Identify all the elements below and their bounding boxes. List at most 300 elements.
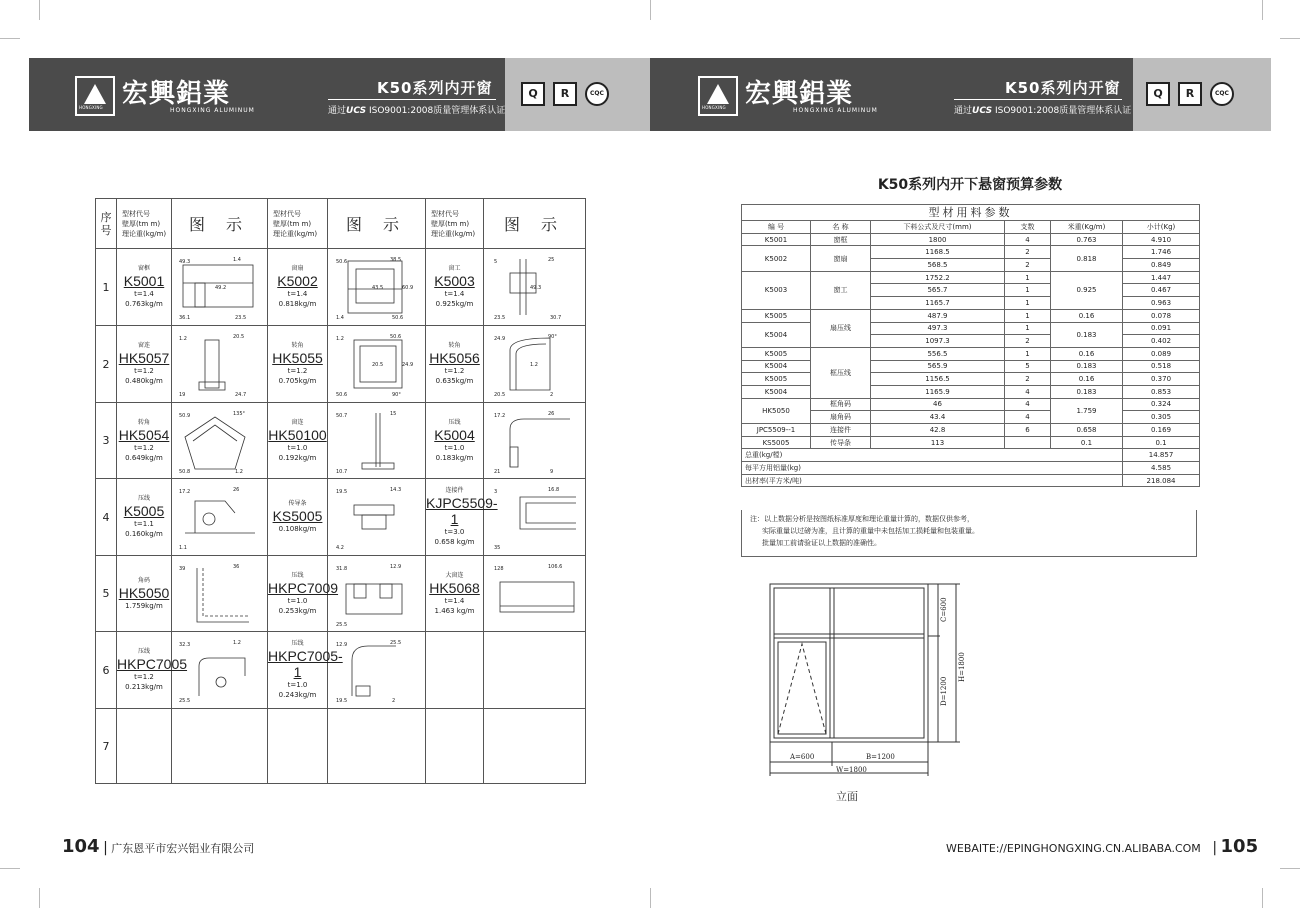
name-cell: 窗工 bbox=[811, 271, 871, 309]
profile-figure bbox=[328, 556, 426, 632]
length-cell: 1800 bbox=[871, 233, 1005, 246]
row-number: 4 bbox=[96, 479, 117, 556]
table-row bbox=[742, 424, 1200, 437]
dimension-label: 12.9 bbox=[389, 563, 401, 570]
code-cell: K5004 bbox=[742, 385, 811, 398]
dimension-label: 50.9 bbox=[178, 412, 190, 419]
dimension-label: 1.2 bbox=[178, 336, 187, 342]
subtotal-cell: 0.1 bbox=[1123, 436, 1200, 449]
length-cell: 565.9 bbox=[871, 360, 1005, 373]
note-line: 批量加工前请验证以上数据的准确性。 bbox=[762, 539, 881, 547]
brand-name: 宏興鋁業 bbox=[745, 79, 854, 109]
profile-thickness: t=1.4 bbox=[134, 290, 154, 298]
code-cell: K5003 bbox=[742, 271, 811, 309]
name-cell: 传导条 bbox=[811, 436, 871, 449]
subtotal-cell: 0.518 bbox=[1123, 360, 1200, 373]
crop-mark bbox=[650, 0, 651, 20]
logo-icon: HONGXING bbox=[75, 76, 115, 116]
crop-mark bbox=[0, 38, 20, 39]
dimension-label: 38.5 bbox=[389, 257, 401, 263]
dim-h: H=1800 bbox=[958, 652, 966, 682]
name-cell: 窗框 bbox=[811, 233, 871, 246]
name-cell: 窗扇 bbox=[811, 246, 871, 271]
dimension-label: 43.5 bbox=[371, 285, 383, 291]
code-cell: K5004 bbox=[742, 322, 811, 347]
cert-cqc-icon: CQC bbox=[585, 82, 609, 106]
count-cell: 4 bbox=[1005, 398, 1051, 411]
dimension-label: 1.4 bbox=[335, 315, 344, 321]
dimension-label: 24.9 bbox=[493, 336, 505, 342]
subtotal-cell: 0.324 bbox=[1123, 398, 1200, 411]
length-cell: 1752.2 bbox=[871, 271, 1005, 284]
page-number-right: 105 bbox=[1220, 836, 1259, 857]
profile-sketch bbox=[490, 483, 580, 551]
header-rule bbox=[328, 99, 496, 100]
dimension-label: 23.5 bbox=[493, 315, 505, 321]
profile-spec bbox=[117, 479, 172, 556]
profile-spec bbox=[117, 403, 172, 479]
length-cell: 1168.5 bbox=[871, 246, 1005, 259]
profile-name: 压线 bbox=[291, 571, 304, 579]
table-row bbox=[742, 347, 1200, 360]
name-cell: 框角码 bbox=[811, 398, 871, 411]
total-label: 出材率(平方米/吨) bbox=[742, 474, 1123, 487]
profile-sketch bbox=[490, 407, 580, 475]
dimension-label: 128 bbox=[493, 565, 504, 572]
calc-title: K50系列内开下悬窗预算参数 bbox=[877, 177, 1063, 193]
total-row bbox=[742, 474, 1200, 487]
profile-weight: 0.253kg/m bbox=[278, 606, 317, 615]
table-row bbox=[742, 373, 1200, 386]
dimension-label: 14.3 bbox=[389, 487, 401, 493]
subtotal-cell: 0.849 bbox=[1123, 259, 1200, 272]
profile-weight: 0.658 kg/m bbox=[434, 538, 475, 546]
dimension-label: 25.5 bbox=[178, 698, 190, 704]
profile-thickness: t=1.4 bbox=[444, 290, 465, 298]
profile-spec bbox=[268, 556, 339, 632]
unit-weight-cell: 0.16 bbox=[1051, 347, 1123, 360]
profile-code: K5002 bbox=[277, 273, 318, 289]
count-cell: 1 bbox=[1005, 284, 1051, 297]
dimension-label: 17.2 bbox=[178, 489, 190, 495]
row-number: 5 bbox=[96, 556, 117, 632]
subtotal-cell: 0.305 bbox=[1123, 411, 1200, 424]
total-value: 218.084 bbox=[1123, 474, 1200, 487]
dimension-label: 50.7 bbox=[335, 412, 347, 419]
profile-figure bbox=[328, 249, 426, 326]
dimension-label: 1.2 bbox=[234, 468, 243, 475]
dimension-label: 49.3 bbox=[178, 259, 190, 265]
header-rule bbox=[954, 99, 1122, 100]
iso-note: 通过UCS ISO9001:2008质量管理体系认证 bbox=[954, 106, 1132, 116]
dimension-label: 2 bbox=[549, 392, 553, 398]
table-row bbox=[96, 479, 586, 556]
dim-b: B=1200 bbox=[866, 753, 895, 761]
code-cell: HK5050 bbox=[742, 398, 811, 423]
profile-spec bbox=[426, 556, 484, 632]
profile-figure bbox=[484, 249, 586, 326]
table-row bbox=[742, 436, 1200, 449]
profile-spec bbox=[117, 326, 172, 403]
dimension-label: 1.2 bbox=[232, 640, 241, 646]
unit-weight-cell: 0.658 bbox=[1051, 424, 1123, 437]
profile-name: 转角 bbox=[448, 342, 461, 349]
profile-weight: 0.213kg/m bbox=[125, 683, 163, 691]
dimension-label: 32.3 bbox=[178, 642, 190, 648]
dim-w: W=1800 bbox=[836, 766, 867, 774]
length-cell: 497.3 bbox=[871, 322, 1005, 335]
unit-weight-cell: 0.763 bbox=[1051, 233, 1123, 246]
dimension-label: 50.8 bbox=[178, 468, 190, 475]
profile-weight: 0.635kg/m bbox=[435, 377, 474, 385]
dimension-label: 25 bbox=[547, 257, 554, 263]
profile-sketch bbox=[175, 253, 265, 321]
profile-name: 转角 bbox=[291, 342, 304, 349]
profile-code: HK5068 bbox=[429, 579, 480, 596]
row-number: 6 bbox=[96, 632, 117, 709]
profile-spec bbox=[426, 632, 484, 709]
company-name: 广东恩平市宏兴铝业有限公司 bbox=[111, 842, 255, 855]
profile-figure bbox=[172, 556, 268, 632]
page-title: K50系列内开窗 bbox=[1005, 79, 1121, 97]
brand-name-en: HONGXING ALUMINUM bbox=[793, 107, 878, 114]
length-cell: 568.5 bbox=[871, 259, 1005, 272]
profile-weight: 0.763kg/m bbox=[125, 300, 163, 308]
profile-name: 角码 bbox=[137, 576, 150, 584]
dimension-label: 106.6 bbox=[547, 563, 562, 570]
profile-table bbox=[95, 198, 586, 784]
profile-name: 窗框 bbox=[137, 265, 150, 272]
table-row bbox=[96, 632, 586, 709]
table-row bbox=[742, 271, 1200, 284]
crop-mark bbox=[1262, 888, 1263, 908]
dimension-label: 36 bbox=[232, 563, 239, 570]
calc-header-row bbox=[742, 221, 1200, 234]
footer-left: 104 | 广东恩平市宏兴铝业有限公司 bbox=[62, 836, 255, 857]
profile-sketch bbox=[332, 330, 422, 398]
profile-weight: 0.192kg/m bbox=[278, 453, 317, 462]
profile-name: 转角 bbox=[137, 418, 150, 426]
col-header: 支数 bbox=[1005, 221, 1051, 234]
dimension-label: 24.7 bbox=[234, 392, 246, 398]
elevation-drawing bbox=[760, 578, 975, 783]
dimension-label: 50.6 bbox=[335, 259, 347, 265]
profile-sketch bbox=[490, 330, 580, 398]
profile-figure bbox=[328, 632, 426, 709]
crop-mark bbox=[39, 0, 40, 20]
subtotal-cell: 0.169 bbox=[1123, 424, 1200, 437]
length-cell: 1156.5 bbox=[871, 373, 1005, 386]
profile-weight: 1.463 kg/m bbox=[434, 606, 475, 615]
seq-header: 序号 bbox=[96, 199, 117, 249]
profile-thickness: t=1.0 bbox=[287, 596, 308, 605]
subtotal-cell: 0.853 bbox=[1123, 385, 1200, 398]
profile-thickness: t=1.2 bbox=[134, 443, 154, 452]
profile-weight: 0.480kg/m bbox=[125, 377, 163, 385]
dimension-label: 15 bbox=[389, 410, 396, 417]
iso-note: 通过UCS ISO9001:2008质量管理体系认证 bbox=[328, 106, 506, 116]
count-cell: 2 bbox=[1005, 373, 1051, 386]
profile-spec bbox=[268, 249, 328, 326]
profile-figure bbox=[328, 709, 426, 784]
crop-mark bbox=[1280, 38, 1300, 39]
count-cell: 1 bbox=[1005, 322, 1051, 335]
dimension-label: 35 bbox=[493, 545, 500, 551]
profile-sketch bbox=[175, 560, 265, 628]
table-row bbox=[96, 403, 586, 479]
profile-spec bbox=[426, 249, 484, 326]
website-url: WEBAITE://EPINGHONGXING.CN.ALIBABA.COM bbox=[946, 842, 1201, 855]
name-cell: 框压线 bbox=[811, 347, 871, 398]
table-row bbox=[742, 246, 1200, 259]
length-cell: 556.5 bbox=[871, 347, 1005, 360]
profile-figure bbox=[484, 479, 586, 556]
subtotal-cell: 0.089 bbox=[1123, 347, 1200, 360]
page-title: K50系列内开窗 bbox=[377, 79, 493, 97]
table-row bbox=[96, 249, 586, 326]
code-header: 型材代号 壁厚(tm m) 理论重(kg/m) bbox=[426, 199, 484, 249]
table-row bbox=[742, 385, 1200, 398]
name-cell: 扇角码 bbox=[811, 411, 871, 424]
dimension-label: 12.9 bbox=[335, 642, 347, 648]
dimension-label: 19 bbox=[178, 392, 185, 398]
profile-weight: 0.649kg/m bbox=[125, 453, 163, 462]
unit-weight-cell: 0.925 bbox=[1051, 271, 1123, 309]
subtotal-cell: 0.467 bbox=[1123, 284, 1200, 297]
profile-code: HK50100 bbox=[268, 426, 327, 443]
unit-weight-cell: 0.16 bbox=[1051, 373, 1123, 386]
col-header: 编 号 bbox=[742, 221, 811, 234]
profile-weight: 0.160kg/m bbox=[125, 530, 163, 538]
unit-weight-cell: 0.183 bbox=[1051, 322, 1123, 347]
subtotal-cell: 0.402 bbox=[1123, 335, 1200, 348]
code-cell: K5001 bbox=[742, 233, 811, 246]
subtotal-cell: 1.447 bbox=[1123, 271, 1200, 284]
dimension-label: 25.5 bbox=[389, 640, 401, 646]
profile-code: HKPC7009 bbox=[268, 579, 339, 596]
total-row bbox=[742, 449, 1200, 462]
profile-code: K5003 bbox=[434, 273, 475, 289]
profile-figure bbox=[328, 403, 426, 479]
dimension-label: 50.6 bbox=[335, 392, 347, 398]
total-label: 总重(kg/樘) bbox=[742, 449, 1123, 462]
code-cell: JPC5509--1 bbox=[742, 424, 811, 437]
unit-weight-cell: 0.1 bbox=[1051, 436, 1123, 449]
profile-weight: 0.108kg/m bbox=[278, 525, 317, 533]
figure-header: 图 示 bbox=[172, 199, 268, 249]
figure-header: 图 示 bbox=[484, 199, 586, 249]
profile-figure bbox=[172, 249, 268, 326]
dimension-label: 1.2 bbox=[529, 362, 538, 368]
length-cell: 43.4 bbox=[871, 411, 1005, 424]
code-cell: K5005 bbox=[742, 347, 811, 360]
dimension-label: 10.7 bbox=[335, 468, 347, 475]
subtotal-cell: 4.910 bbox=[1123, 233, 1200, 246]
profile-spec bbox=[426, 403, 484, 479]
table-row bbox=[742, 411, 1200, 424]
profile-name: 传导条 bbox=[288, 500, 307, 507]
profile-thickness: t=3.0 bbox=[444, 528, 465, 536]
unit-weight-cell: 1.759 bbox=[1051, 398, 1123, 423]
profile-spec bbox=[268, 403, 328, 479]
col-header: 下料公式及尺寸(mm) bbox=[871, 221, 1005, 234]
figure-header: 图 示 bbox=[328, 199, 426, 249]
dimension-label: 20.5 bbox=[232, 334, 244, 340]
profile-name: 连接件 bbox=[445, 487, 464, 494]
cert-r-icon: R bbox=[1178, 82, 1202, 106]
dimension-label: 2 bbox=[391, 698, 395, 704]
count-cell: 1 bbox=[1005, 271, 1051, 284]
profile-name: 压线 bbox=[137, 648, 150, 655]
profile-spec bbox=[426, 709, 484, 784]
profile-code: HK5055 bbox=[272, 350, 323, 366]
profile-name: 大窗连 bbox=[445, 571, 464, 579]
subtotal-cell: 1.746 bbox=[1123, 246, 1200, 259]
profile-spec bbox=[117, 249, 172, 326]
table-row bbox=[742, 309, 1200, 322]
profile-thickness: t=1.0 bbox=[444, 443, 465, 452]
profile-figure bbox=[484, 326, 586, 403]
dimension-label: 19.5 bbox=[335, 489, 347, 495]
profile-spec bbox=[117, 709, 172, 784]
profile-sketch bbox=[332, 253, 422, 321]
count-cell: 1 bbox=[1005, 309, 1051, 322]
elevation-label: 立面 bbox=[836, 790, 858, 803]
profile-sketch bbox=[332, 407, 422, 475]
profile-code: HK5057 bbox=[118, 350, 170, 366]
table-row bbox=[96, 326, 586, 403]
profile-thickness: t=1.2 bbox=[134, 673, 154, 681]
profile-name: 窗连 bbox=[137, 342, 150, 349]
calc-caption: 型材用料参数 bbox=[742, 205, 1200, 221]
count-cell: 1 bbox=[1005, 297, 1051, 310]
col-header: 名 称 bbox=[811, 221, 871, 234]
dimension-label: 60.9 bbox=[401, 285, 413, 291]
profile-weight: 0.705kg/m bbox=[278, 377, 317, 385]
dimension-label: 26 bbox=[232, 487, 239, 493]
count-cell: 5 bbox=[1005, 360, 1051, 373]
profile-thickness: t=1.2 bbox=[287, 367, 308, 375]
table-row bbox=[742, 360, 1200, 373]
dimension-label: 1.1 bbox=[178, 545, 187, 551]
crop-mark bbox=[650, 888, 651, 908]
dimension-label: 3 bbox=[493, 489, 497, 495]
count-cell bbox=[1005, 436, 1051, 449]
profile-weight: 0.243kg/m bbox=[278, 691, 317, 699]
name-cell: 扇压线 bbox=[811, 309, 871, 347]
profile-thickness: t=1.2 bbox=[134, 367, 154, 375]
count-cell: 6 bbox=[1005, 424, 1051, 437]
profile-weight: 0.183kg/m bbox=[435, 453, 474, 462]
profile-sketch bbox=[490, 560, 580, 628]
code-cell: K5005 bbox=[742, 373, 811, 386]
dimension-label: 50.6 bbox=[389, 334, 401, 340]
code-cell: K5002 bbox=[742, 246, 811, 271]
cert-q-icon: Q bbox=[1146, 82, 1170, 106]
code-cell: K5004 bbox=[742, 360, 811, 373]
crop-mark bbox=[1280, 868, 1300, 869]
table-row bbox=[742, 398, 1200, 411]
dimension-label: 17.2 bbox=[493, 412, 505, 419]
code-cell: K5005 bbox=[742, 309, 811, 322]
calc-note bbox=[741, 510, 1197, 557]
dim-c: C=600 bbox=[940, 597, 948, 622]
profile-name: 压线 bbox=[137, 495, 150, 502]
length-cell: 46 bbox=[871, 398, 1005, 411]
count-cell: 2 bbox=[1005, 246, 1051, 259]
count-cell: 1 bbox=[1005, 347, 1051, 360]
profile-code: KJPC5509-1 bbox=[426, 495, 498, 527]
footer-right: WEBAITE://EPINGHONGXING.CN.ALIBABA.COM | 105 bbox=[946, 836, 1259, 857]
dimension-label: 20.5 bbox=[493, 392, 505, 398]
total-value: 4.585 bbox=[1123, 462, 1200, 475]
profile-weight: 0.818kg/m bbox=[278, 300, 317, 308]
profile-code: HKPC7005 bbox=[117, 656, 188, 672]
dimension-label: 90° bbox=[547, 334, 557, 340]
total-label: 每平方用铝量(kg) bbox=[742, 462, 1123, 475]
dimension-label: 5 bbox=[493, 259, 497, 265]
profile-name: 窗连 bbox=[291, 418, 304, 426]
code-header: 型材代号 壁厚(tm m) 理论重(kg/m) bbox=[268, 199, 328, 249]
logo-icon: HONGXING bbox=[698, 76, 738, 116]
code-header: 型材代号 壁厚(tm m) 理论重(kg/m) bbox=[117, 199, 172, 249]
dimension-label: 31.8 bbox=[335, 565, 347, 572]
profile-name: 压线 bbox=[291, 640, 304, 647]
profile-header-row bbox=[96, 199, 586, 249]
row-number: 3 bbox=[96, 403, 117, 479]
count-cell: 2 bbox=[1005, 259, 1051, 272]
profile-thickness: t=1.4 bbox=[444, 596, 465, 605]
dim-d: D=1200 bbox=[940, 676, 948, 706]
profile-sketch bbox=[175, 330, 265, 398]
profile-thickness: t=1.0 bbox=[287, 681, 308, 689]
crop-mark bbox=[39, 888, 40, 908]
profile-code: HKPC7005-1 bbox=[268, 648, 343, 680]
dimension-label: 4.2 bbox=[335, 545, 344, 551]
profile-figure bbox=[484, 632, 586, 709]
col-header: 小计(Kg) bbox=[1123, 221, 1200, 234]
profile-spec bbox=[426, 326, 484, 403]
unit-weight-cell: 0.16 bbox=[1051, 309, 1123, 322]
profile-figure bbox=[328, 479, 426, 556]
profile-sketch bbox=[175, 483, 265, 551]
dimension-label: 16.8 bbox=[547, 487, 559, 493]
dimension-label: 49.2 bbox=[214, 285, 226, 291]
table-row bbox=[742, 322, 1200, 335]
dimension-label: 21 bbox=[493, 468, 500, 475]
count-cell: 2 bbox=[1005, 335, 1051, 348]
count-cell: 4 bbox=[1005, 385, 1051, 398]
subtotal-cell: 0.078 bbox=[1123, 309, 1200, 322]
profile-code: HK5056 bbox=[429, 350, 480, 366]
cert-q-icon: Q bbox=[521, 82, 545, 106]
profile-figure bbox=[172, 326, 268, 403]
total-row bbox=[742, 462, 1200, 475]
dimension-label: 135° bbox=[232, 410, 245, 417]
profile-thickness: t=1.2 bbox=[444, 367, 465, 375]
dimension-label: 20.5 bbox=[371, 362, 383, 368]
profile-sketch bbox=[490, 253, 580, 321]
length-cell: 487.9 bbox=[871, 309, 1005, 322]
row-number: 1 bbox=[96, 249, 117, 326]
crop-mark bbox=[1262, 0, 1263, 20]
dimension-label: 24.9 bbox=[401, 362, 413, 368]
profile-weight: 1.759kg/m bbox=[125, 601, 163, 610]
profile-figure bbox=[484, 556, 586, 632]
profile-code: K5005 bbox=[123, 503, 165, 519]
crop-mark bbox=[0, 868, 20, 869]
unit-weight-cell: 0.818 bbox=[1051, 246, 1123, 271]
